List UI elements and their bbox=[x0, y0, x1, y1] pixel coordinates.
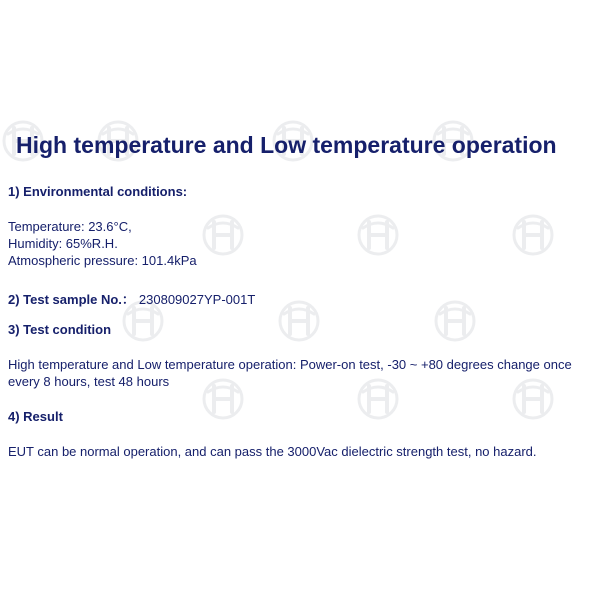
temperature-line: Temperature: 23.6°C, bbox=[8, 219, 132, 234]
result-text: EUT can be normal operation, and can pass the 3000Vac dielectric strength test, no hazard. bbox=[8, 444, 537, 459]
section-heading-result: 4) Result bbox=[8, 409, 63, 424]
page-title: High temperature and Low temperature operation bbox=[16, 132, 557, 158]
condition-text-line-2: every 8 hours, test 48 hours bbox=[8, 374, 170, 389]
section-heading-condition: 3) Test condition bbox=[8, 322, 112, 337]
condition-text-line-1: High temperature and Low temperature operation: Power-on test, -30 ~ +80 degrees change once bbox=[8, 357, 572, 372]
section-heading-environmental: 1) Environmental conditions: bbox=[8, 184, 188, 199]
sample-label: 2) Test sample No.： bbox=[8, 292, 135, 307]
pressure-line: Atmospheric pressure: 101.4kPa bbox=[8, 253, 197, 268]
sample-number: 230809027YP-001T bbox=[138, 292, 256, 307]
humidity-line: Humidity: 65%R.H. bbox=[8, 236, 118, 251]
section-heading-sample bbox=[8, 289, 255, 308]
